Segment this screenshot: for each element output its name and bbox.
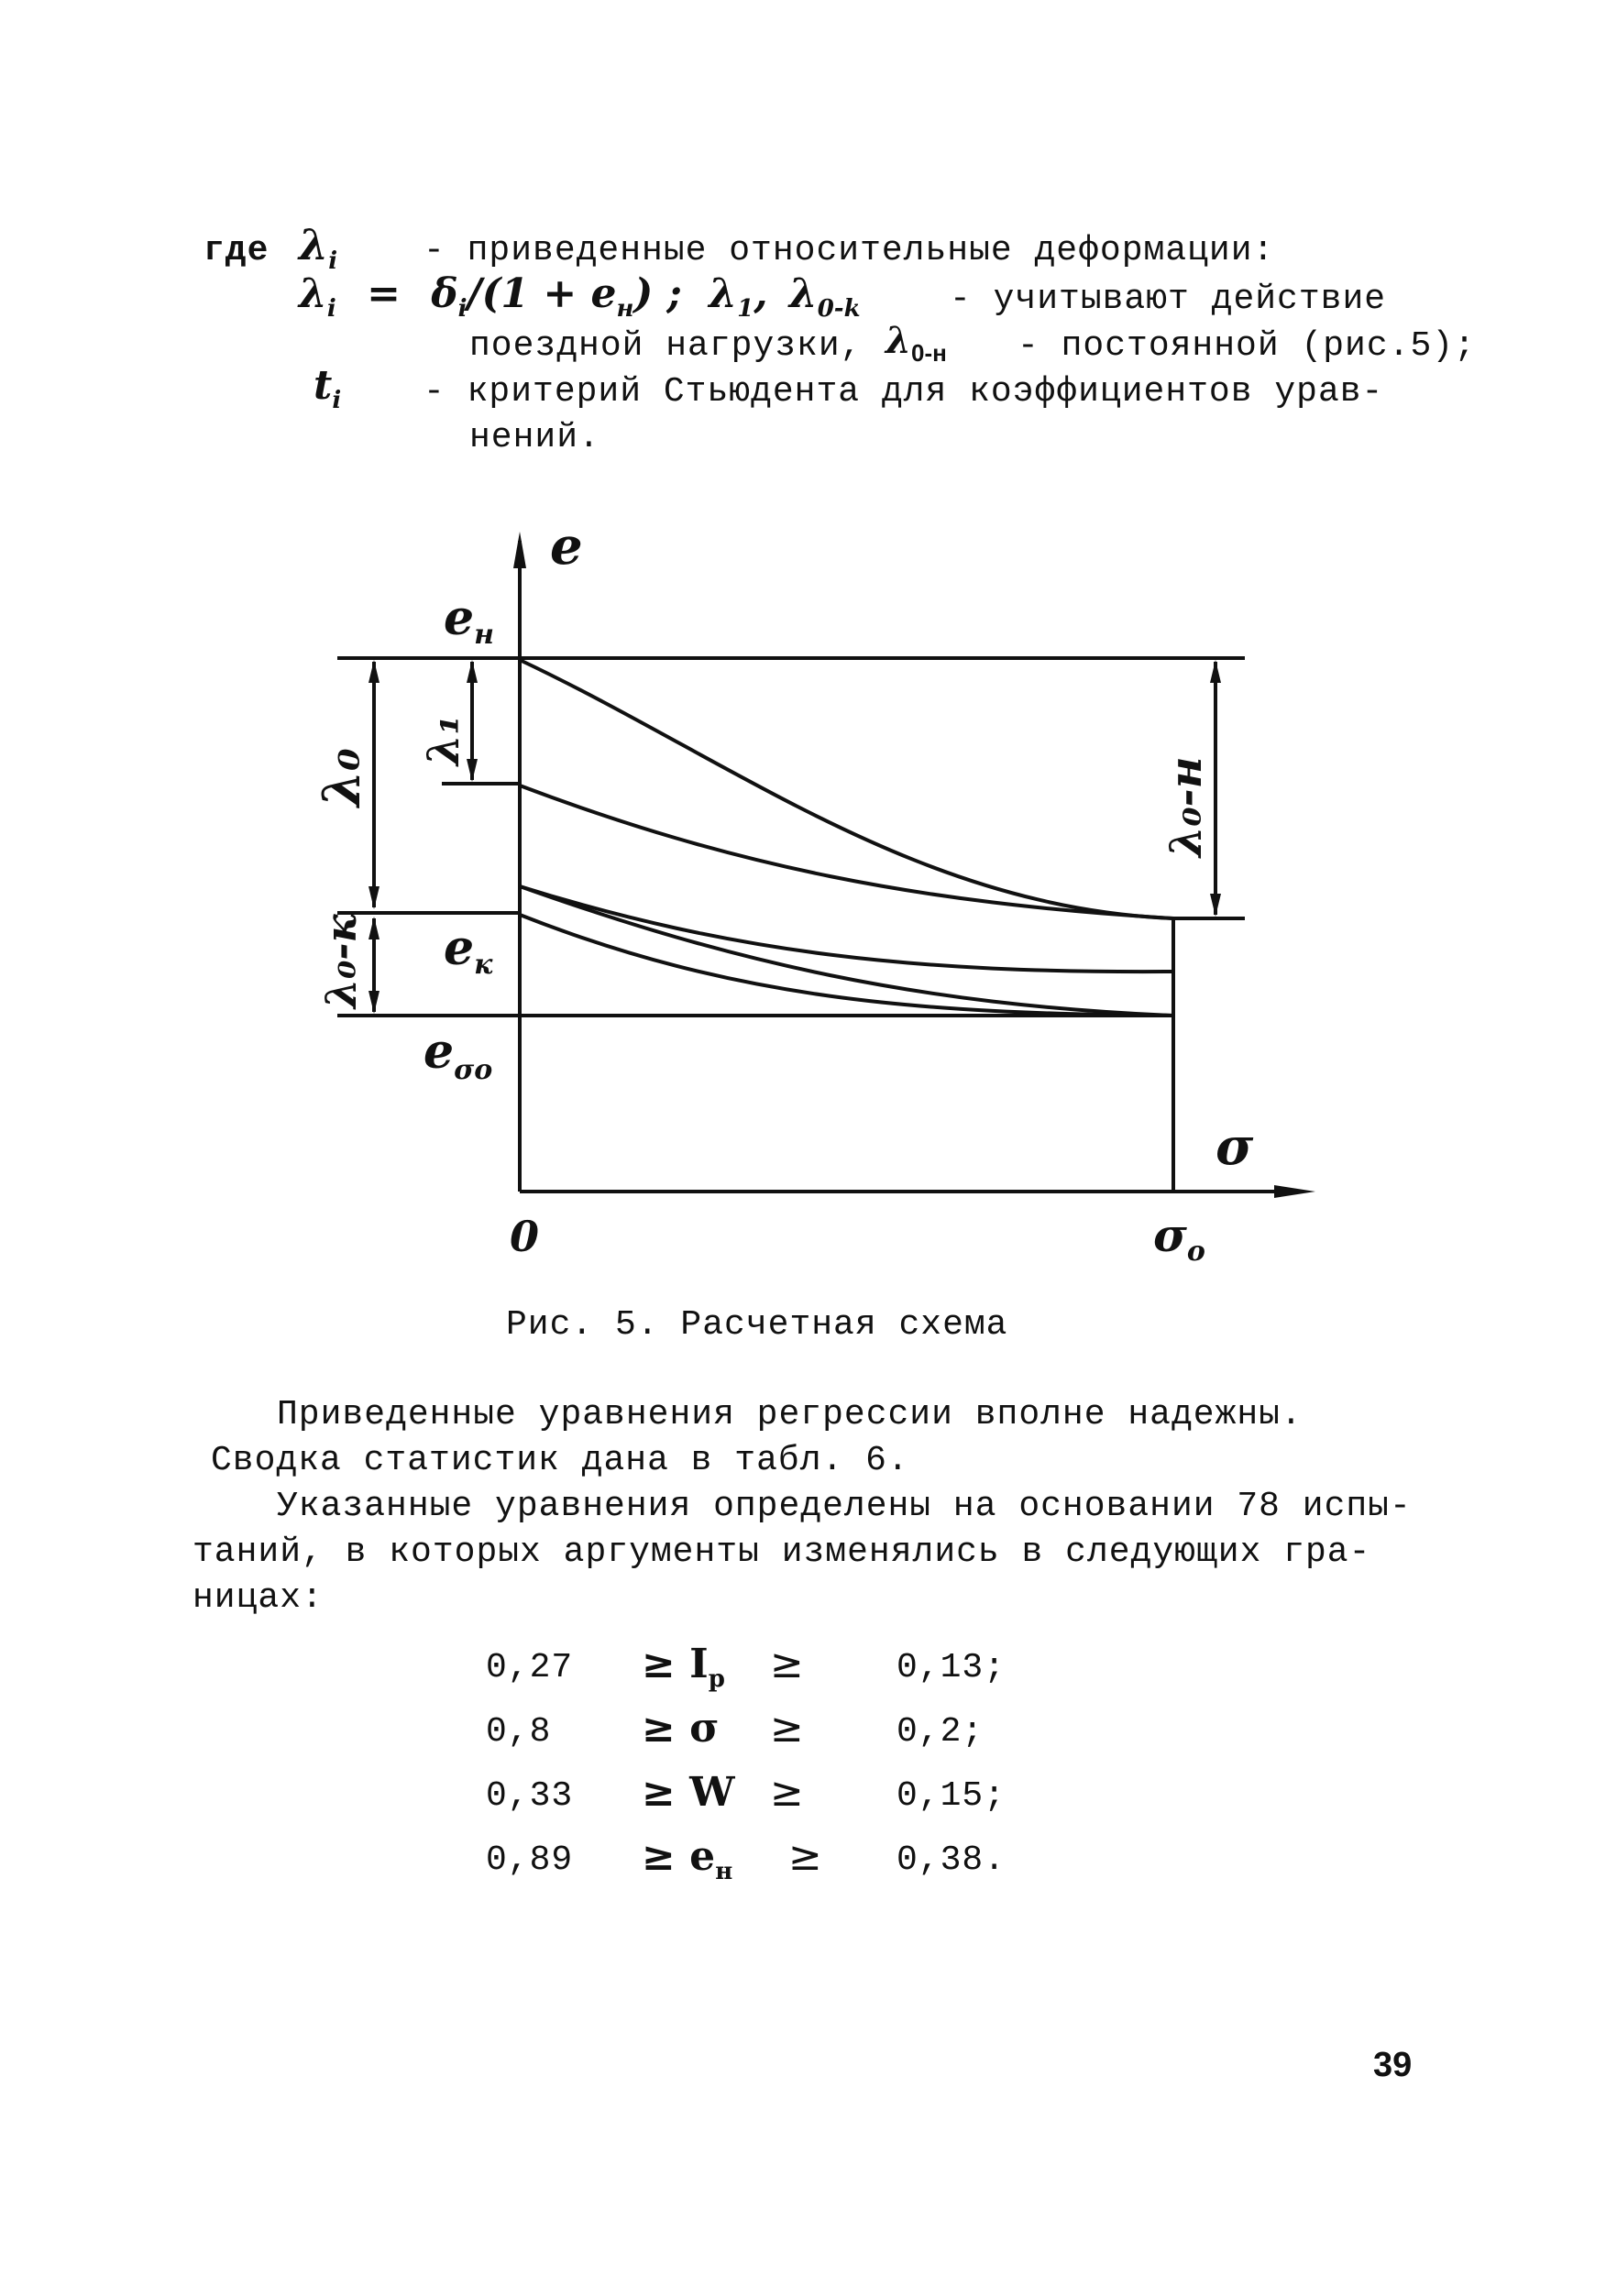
lambda-0k-label: λ₀-к xyxy=(316,914,366,1008)
range-lower: 0,38. xyxy=(896,1840,1006,1880)
x-axis-arrow xyxy=(1274,1185,1315,1198)
x-axis-label: σ xyxy=(1216,1116,1254,1177)
definition-lambda-i: - приведенные относительные деформации: xyxy=(424,231,1275,270)
t-i-symbol: $t_i$ xyxy=(314,362,342,414)
load-text: поездной нагрузки, xyxy=(469,326,863,366)
y-axis-label: e xyxy=(550,516,583,577)
y-axis-arrow xyxy=(513,532,526,568)
paragraph-1-line-2: Сводка статистик дана в табл. 6. xyxy=(211,1441,909,1480)
lambda-1-label: λ₁ xyxy=(418,715,469,765)
range-relation: ≥ xyxy=(770,1705,804,1752)
origin-label: 0 xyxy=(510,1212,540,1261)
range-lower: 0,2; xyxy=(896,1712,984,1752)
lambda-0n-label: λ₀-н xyxy=(1160,756,1212,857)
curve-4 xyxy=(520,915,1173,1016)
paragraph-2-line-3: ницах: xyxy=(192,1578,324,1618)
student-criterion-continuation: нений. xyxy=(469,418,600,457)
formula-lambda: $\lambda_i = \delta_i/(1 + e_н)$ ; $\lambda_1$, $\lambda_{0-k}$ xyxy=(299,270,861,323)
constant-text: - постоянной (рис.5); xyxy=(1018,326,1476,366)
e-k-label: eк xyxy=(444,920,493,981)
e-n-label: eн xyxy=(444,590,494,651)
lambda-0-label: λ₀ xyxy=(312,748,372,807)
figure-caption: Рис. 5. Расчетная схема xyxy=(506,1305,1008,1345)
range-upper: 0,8 xyxy=(486,1712,552,1752)
range-symbol: ≥ $e_н$ xyxy=(642,1833,733,1885)
x-end-label: $\sigma_o$ xyxy=(1153,1208,1205,1268)
curve-3 xyxy=(520,886,1173,972)
range-relation: ≥ xyxy=(770,1769,804,1816)
formula-tail: - учитывают действие xyxy=(950,280,1387,319)
range-symbol: ≥ W xyxy=(642,1769,735,1816)
lambda-0n-inline: $\lambda_{0-н}$ xyxy=(886,319,947,367)
curve-2 xyxy=(520,785,1173,918)
range-upper: 0,89 xyxy=(486,1840,574,1880)
page-number: 39 xyxy=(1373,2046,1413,2084)
student-criterion-text: - критерий Стьюдента для коэффициентов урав- xyxy=(424,372,1384,412)
range-lower: 0,15; xyxy=(896,1776,1006,1816)
range-upper: 0,27 xyxy=(486,1648,574,1687)
range-relation: ≥ xyxy=(770,1641,804,1687)
range-symbol: ≥ $I_р$ xyxy=(642,1641,725,1693)
range-symbol: ≥ σ xyxy=(642,1705,720,1752)
lambda-i-symbol: $\lambda_i$ xyxy=(299,220,338,276)
range-upper: 0,33 xyxy=(486,1776,574,1816)
intro-word: где xyxy=(204,231,270,270)
range-relation: ≥ xyxy=(788,1833,822,1880)
paragraph-1-line-1: Приведенные уравнения регрессии вполне надежны. xyxy=(277,1395,1303,1434)
paragraph-2-line-1: Указанные уравнения определены на основании 78 испы- xyxy=(277,1487,1412,1526)
range-lower: 0,13; xyxy=(896,1648,1006,1687)
e-sigma-o-label: $e_{\sigma o}$ xyxy=(424,1024,493,1086)
paragraph-2-line-2: таний, в которых аргументы изменялись в следующих гра- xyxy=(192,1532,1371,1572)
